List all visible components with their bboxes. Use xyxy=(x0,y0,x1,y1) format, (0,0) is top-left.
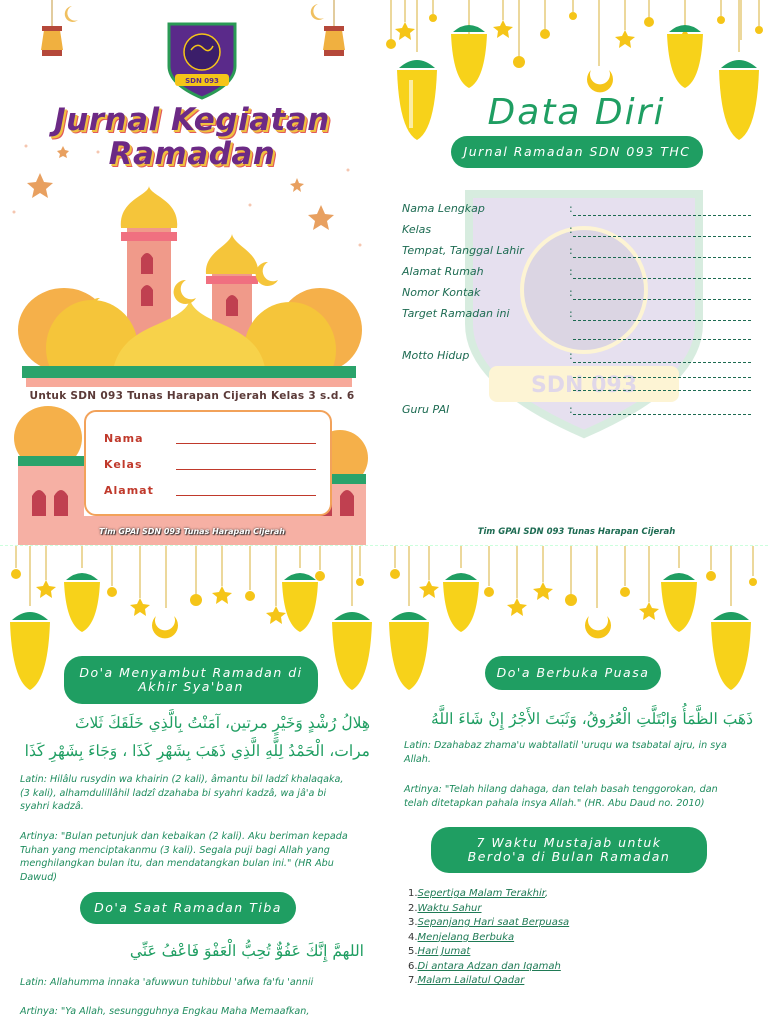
moon-icon xyxy=(587,70,613,92)
list-item: 2.Waktu Sahur xyxy=(408,902,482,914)
field-colon: : xyxy=(569,403,573,416)
doa-tiba-arabic: اللهمَّ إِنَّكَ عَفُوٌّ تُحِبُّ الْعَفْوَ فَاعْفُ عَنِّي xyxy=(129,942,364,960)
field-colon: : xyxy=(569,244,573,257)
field-label-motto-hidup: Motto Hidup xyxy=(402,349,470,362)
field-colon: : xyxy=(569,349,573,362)
moon-icon xyxy=(311,4,324,20)
doa-menyambut-arabic-2: مرات، الْحَمْدُ لِلَّهِ الَّذِي ذَهَبَ بِشَهْرِ كَذَا ، وَجَاءَ بِشَهْرِ كَذَا xyxy=(24,742,370,760)
field-label-guru-pai: Guru PAI xyxy=(402,403,450,416)
list-item: 6.Di antara Adzan dan Iqamah xyxy=(408,960,561,972)
doa-tiba-title: Do'a Saat Ramadan Tiba xyxy=(80,892,296,924)
field-label-kelas: Kelas xyxy=(402,223,432,236)
field-line-kelas[interactable] xyxy=(573,236,751,237)
field-label-nomor-kontak: Nomor Kontak xyxy=(402,286,481,299)
doa-menyambut-arabic-1: هِلالُ رُشْدٍ وَخَيْرٍ مرتين، آمَنْتُ بِالَّذِي خَلَقَكَ ثَلاثَ xyxy=(74,714,370,732)
field-label-ttl: Tempat, Tanggal Lahir xyxy=(402,244,524,257)
data-diri-footer: Tim GPAI SDN 093 Tunas Harapan Cijerah xyxy=(477,527,676,537)
field-colon: : xyxy=(569,223,573,236)
data-diri-panel xyxy=(385,0,768,545)
moon-icon xyxy=(585,616,611,638)
list-item: 7.Malam Lailatul Qadar xyxy=(408,975,525,986)
field-line-motto-hidup-3[interactable] xyxy=(573,390,751,391)
doa-menyambut-artinya: Artinya: "Bulan petunjuk dan kebaikan (2 kali). Aku beriman kepada Tuhan yang menciptakanmu (3 kali). Segala puji bagi Allah yang menghilangkan bulan itu, dan mendatangkan bulan ini." (HR Abu Dawud) xyxy=(20,831,348,883)
moon-icon xyxy=(152,616,178,638)
cover-title-line1: Jurnal Kegiatan xyxy=(54,102,330,138)
field-label-target-ramadan: Target Ramadan ini xyxy=(402,307,510,320)
list-item: 4.Menjelang Berbuka xyxy=(408,931,515,943)
field-label-nama-lengkap: Nama Lengkap xyxy=(402,202,485,215)
lantern-icon xyxy=(451,0,487,88)
field-colon: : xyxy=(569,286,573,299)
field-label-alamat-rumah: Alamat Rumah xyxy=(402,265,484,278)
lantern-icon xyxy=(667,0,703,88)
lantern-icon xyxy=(661,546,697,632)
svg-text:SDN 093: SDN 093 xyxy=(530,373,638,398)
field-colon: : xyxy=(569,265,573,278)
field-label-kelas: Kelas xyxy=(104,458,143,471)
field-line-motto-hidup-2[interactable] xyxy=(573,377,751,378)
list-item: 1.Sepertiga Malam Terakhir, xyxy=(408,888,549,899)
school-logo xyxy=(163,18,241,100)
field-line-alamat[interactable] xyxy=(176,495,316,496)
field-line-target-ramadan-2[interactable] xyxy=(573,339,751,340)
doa-berbuka-latin: Latin: Dzahabaz zhama'u wabtallatil 'uruqu wa tsabatal ajru, in sya Allah. xyxy=(404,740,727,765)
list-item: 5.Hari Jumat xyxy=(408,946,471,957)
doa-berbuka-title: Do'a Berbuka Puasa xyxy=(485,656,661,690)
lantern-icon xyxy=(323,0,345,56)
field-label-alamat: Alamat xyxy=(104,484,154,497)
data-diri-pill: Jurnal Ramadan SDN 093 THC xyxy=(451,136,703,168)
moon-icon xyxy=(65,6,78,22)
cover-subtitle: Untuk SDN 093 Tunas Harapan Cijerah Kelas 3 s.d. 6 xyxy=(20,387,364,405)
lantern-icon xyxy=(41,0,63,56)
mustajab-title: 7 Waktu Mustajab untuk Berdo'a di Bulan Ramadan xyxy=(431,827,707,873)
cover-title-line2: Ramadan xyxy=(108,136,276,172)
identity-form-card xyxy=(84,410,332,516)
field-label-nama: Nama xyxy=(104,432,144,445)
doa-berbuka-artinya: Artinya: "Telah hilang dahaga, dan telah basah tenggorokan, dan telah ditetapkan pahala insya Allah." (HR. Abu Daud no. 2010) xyxy=(404,784,718,809)
field-colon: : xyxy=(569,307,573,320)
doa-berbuka-arabic: ذَهَبَ الظَّمَأُ وَابْتَلَّتِ الْعُرُوقُ، وَثَبَتَ الأَجْرُ إِنْ شَاءَ اللَّهُ xyxy=(431,710,753,728)
doa-tiba-latin: Latin: Allahumma innaka 'afuwwun tuhibbul 'afwa fa'fu 'annii xyxy=(20,977,314,988)
field-colon: : xyxy=(569,202,573,215)
field-line-nama[interactable] xyxy=(176,443,316,444)
svg-text:SDN 093: SDN 093 xyxy=(185,77,219,85)
field-line-ttl[interactable] xyxy=(573,257,751,258)
field-line-guru-pai[interactable] xyxy=(573,414,751,415)
lantern-icon xyxy=(443,546,479,632)
cover-footer: Tim GPAI SDN 093 Tunas Harapan Cijerah xyxy=(99,527,285,536)
field-line-nama-lengkap[interactable] xyxy=(573,215,751,216)
doa-menyambut-latin: Latin: Hilâlu rusydin wa khairin (2 kali), âmantu bil ladzî khalaqaka, (3 kali), alhamdulillâhil ladzî dzahaba bi syahri kadzâ, wa jâ'a bi syahri kadzâ. xyxy=(20,774,344,812)
field-line-motto-hidup[interactable] xyxy=(573,362,751,363)
doa-tiba-artinya: Artinya: "Ya Allah, sesungguhnya Engkau Maha Memaafkan, xyxy=(20,1006,310,1017)
field-line-alamat-rumah[interactable] xyxy=(573,278,751,279)
doa-panel-left xyxy=(0,546,384,1024)
mustajab-list xyxy=(408,887,569,989)
lantern-icon xyxy=(711,546,751,690)
data-diri-title: Data Diri xyxy=(487,92,666,133)
field-line-kelas[interactable] xyxy=(176,469,316,470)
lantern-icon xyxy=(282,546,318,632)
lantern-icon xyxy=(64,546,100,632)
cover-panel xyxy=(0,0,384,545)
lantern-icon xyxy=(332,546,372,690)
doa-menyambut-title: Do'a Menyambut Ramadan di Akhir Sya'ban xyxy=(64,656,318,704)
field-line-nomor-kontak[interactable] xyxy=(573,299,751,300)
field-line-target-ramadan[interactable] xyxy=(573,320,751,321)
list-item: 3.Sepanjang Hari saat Berpuasa xyxy=(408,917,570,928)
